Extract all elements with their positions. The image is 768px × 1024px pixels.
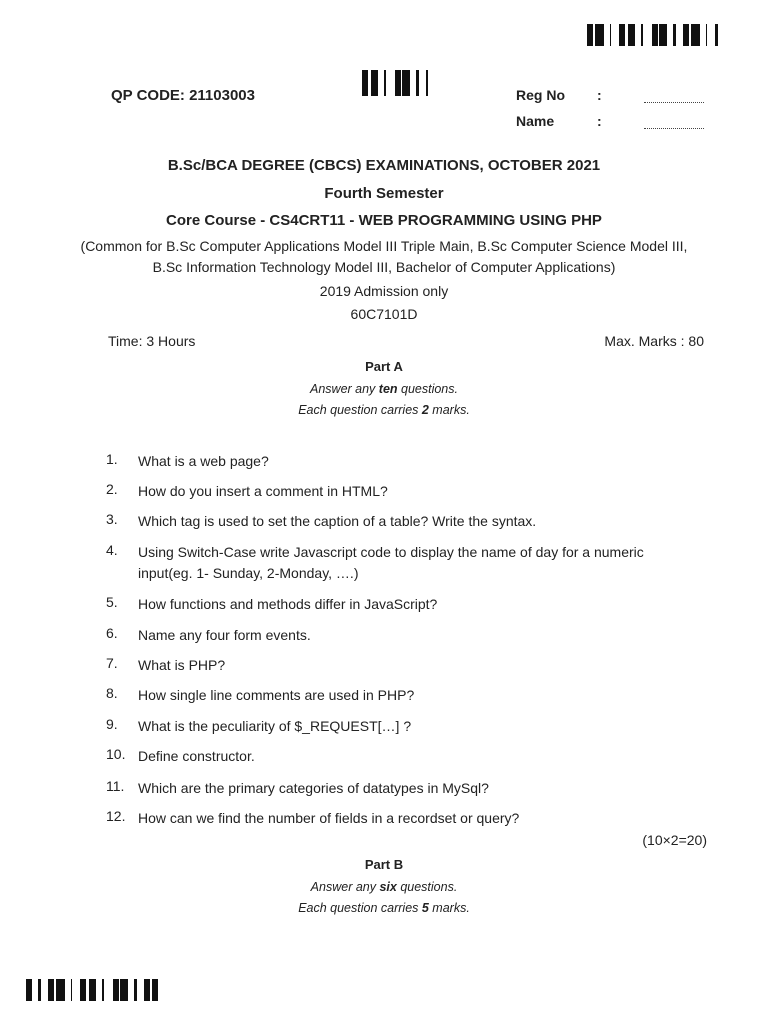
reg-no-colon: :: [597, 87, 602, 103]
question-number: 10.: [106, 746, 126, 762]
question-number: 12.: [106, 808, 126, 824]
question-number: 5.: [106, 594, 118, 610]
time-allowed: Time: 3 Hours: [108, 333, 196, 349]
reg-no-field[interactable]: [644, 90, 704, 108]
instr-text: questions.: [396, 880, 458, 894]
part-b-title: Part B: [364, 857, 404, 872]
question-number: 1.: [106, 451, 118, 467]
question-text: Define constructor.: [138, 748, 255, 764]
exam-title: B.Sc/BCA DEGREE (CBCS) EXAMINATIONS, OCTOBER 2021: [167, 157, 601, 174]
question-text: What is a web page?: [138, 453, 269, 469]
instr-text: marks.: [428, 901, 470, 915]
common-for-line-1: (Common for B.Sc Computer Applications Model III Triple Main, B.Sc Computer Science Model III,: [80, 238, 688, 254]
question-text: What is PHP?: [138, 657, 226, 673]
part-a-title: Part A: [365, 359, 403, 374]
barcode-bar: [426, 70, 428, 96]
max-marks: Max. Marks : 80: [604, 333, 704, 349]
part-b-instruction-1: [0, 880, 768, 894]
admission-note: 2019 Admission only: [319, 283, 449, 299]
question-number: 9.: [106, 716, 118, 732]
question-text: Using Switch-Case write Javascript code to display the name of day for a numeric input(eg. 1- Sunday, 2-Monday, ….): [138, 544, 644, 581]
qp-code: QP CODE: 21103003: [111, 87, 255, 104]
barcode-bar: [715, 24, 718, 46]
question-number: 4.: [106, 542, 118, 558]
instr-text: Each question carries: [298, 901, 422, 915]
top-right-barcode: [586, 24, 718, 46]
instr-bold: ten: [378, 382, 398, 396]
semester: Fourth Semester: [324, 185, 444, 202]
question-text: What is the peculiarity of $_REQUEST[…] ?: [138, 718, 412, 734]
instr-bold: six: [379, 880, 397, 894]
bottom-left-barcode: [26, 979, 158, 1001]
barcode-bar: [156, 979, 158, 1001]
question-number: 8.: [106, 685, 118, 701]
center-barcode: [354, 70, 428, 96]
name-colon: :: [597, 113, 602, 129]
instr-bold: 2: [421, 403, 429, 417]
instr-text: questions.: [397, 382, 458, 396]
question-number: 7.: [106, 655, 118, 671]
part-a-instruction-2: [0, 403, 768, 417]
question-number: 2.: [106, 481, 118, 497]
question-number: 11.: [106, 778, 125, 794]
question-text: How do you insert a comment in HTML?: [138, 483, 388, 499]
course-title: Core Course - CS4CRT11 - WEB PROGRAMMING USING PHP: [166, 212, 602, 229]
name-field[interactable]: [644, 116, 704, 134]
question-number: 3.: [106, 511, 118, 527]
instr-bold: 5: [421, 901, 429, 915]
instr-text: Answer any: [310, 382, 379, 396]
question-text: Which are the primary categories of datatypes in MySql?: [138, 780, 489, 796]
part-a-marks-total: (10×2=20): [642, 832, 707, 848]
question-number: 6.: [106, 625, 118, 641]
reg-no-label: Reg No: [516, 87, 565, 103]
part-a-instruction-1: [0, 382, 768, 396]
question-text: Which tag is used to set the caption of a table? Write the syntax.: [138, 513, 537, 529]
question-text: How functions and methods differ in JavaScript?: [138, 596, 438, 612]
name-label: Name: [516, 113, 555, 129]
instr-text: Each question carries: [298, 403, 422, 417]
instr-text: Answer any: [310, 880, 380, 894]
question-text: How can we find the number of fields in a recordset or query?: [138, 810, 520, 826]
part-b-instruction-2: [0, 901, 768, 915]
question-text: Name any four form events.: [138, 627, 311, 643]
paper-code: 60C7101D: [350, 306, 418, 322]
instr-text: marks.: [428, 403, 470, 417]
question-text: How single line comments are used in PHP?: [138, 687, 415, 703]
common-for-line-2: B.Sc Information Technology Model III, Bachelor of Computer Applications): [152, 259, 616, 275]
